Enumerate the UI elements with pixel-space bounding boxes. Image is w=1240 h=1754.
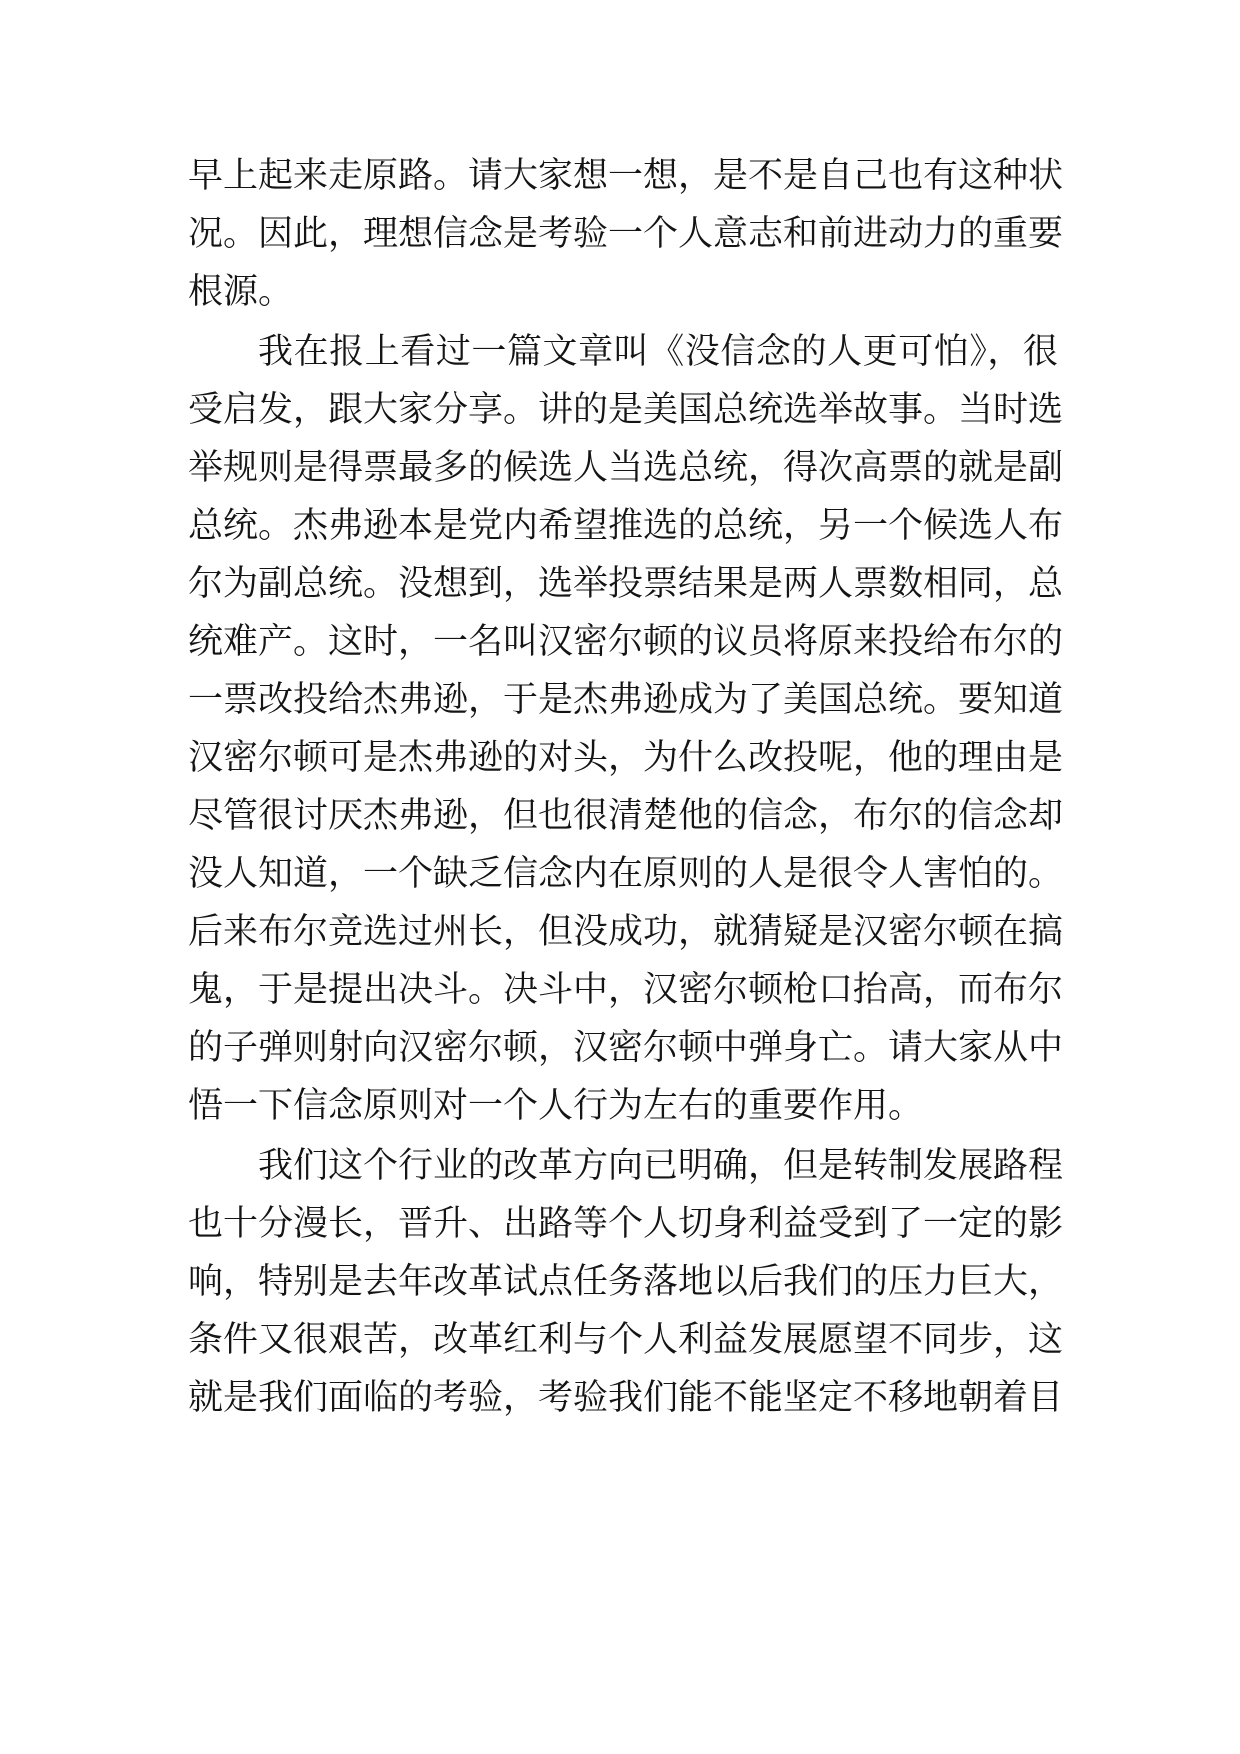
text-line: 也十分漫长，晋升、出路等个人切身利益受到了一定的影: [188, 1204, 1064, 1244]
text-line: 鬼，于是提出决斗。决斗中，汉密尔顿枪口抬高，而布尔: [188, 970, 1064, 1010]
text-line: 就是我们面临的考验，考验我们能不能坚定不移地朝着目: [188, 1378, 1064, 1418]
text-line: 响，特别是去年改革试点任务落地以后我们的压力巨大，: [188, 1262, 1064, 1302]
text-line: 受启发，跟大家分享。讲的是美国总统选举故事。当时选: [188, 390, 1064, 430]
text-line: 悟一下信念原则对一个人行为左右的重要作用。: [188, 1086, 924, 1126]
text-line: 总统。杰弗逊本是党内希望推选的总统，另一个候选人布: [188, 506, 1064, 546]
paragraph-first-line: 我在报上看过一篇文章叫《没信念的人更可怕》，很: [258, 332, 1058, 372]
text-line: 早上起来走原路。请大家想一想，是不是自己也有这种状: [188, 156, 1064, 196]
text-line: 尽管很讨厌杰弗逊，但也很清楚他的信念，布尔的信念却: [188, 796, 1064, 836]
text-line: 条件又很艰苦，改革红利与个人利益发展愿望不同步，这: [188, 1320, 1064, 1360]
text-line: 汉密尔顿可是杰弗逊的对头，为什么改投呢，他的理由是: [188, 738, 1064, 778]
text-line: 后来布尔竞选过州长，但没成功，就猜疑是汉密尔顿在搞: [188, 912, 1064, 952]
text-line: 况。因此，理想信念是考验一个人意志和前进动力的重要: [188, 214, 1064, 254]
paragraph-first-line: 我们这个行业的改革方向已明确，但是转制发展路程: [258, 1146, 1064, 1186]
text-line: 的子弹则射向汉密尔顿，汉密尔顿中弹身亡。请大家从中: [188, 1028, 1064, 1068]
text-line: 尔为副总统。没想到，选举投票结果是两人票数相同，总: [188, 564, 1064, 604]
text-line: 统难产。这时，一名叫汉密尔顿的议员将原来投给布尔的: [188, 622, 1064, 662]
text-line: 没人知道，一个缺乏信念内在原则的人是很令人害怕的。: [188, 854, 1064, 894]
text-line: 举规则是得票最多的候选人当选总统，得次高票的就是副: [188, 448, 1064, 488]
text-line: 根源。: [188, 272, 294, 312]
text-line: 一票改投给杰弗逊，于是杰弗逊成为了美国总统。要知道: [188, 680, 1064, 720]
